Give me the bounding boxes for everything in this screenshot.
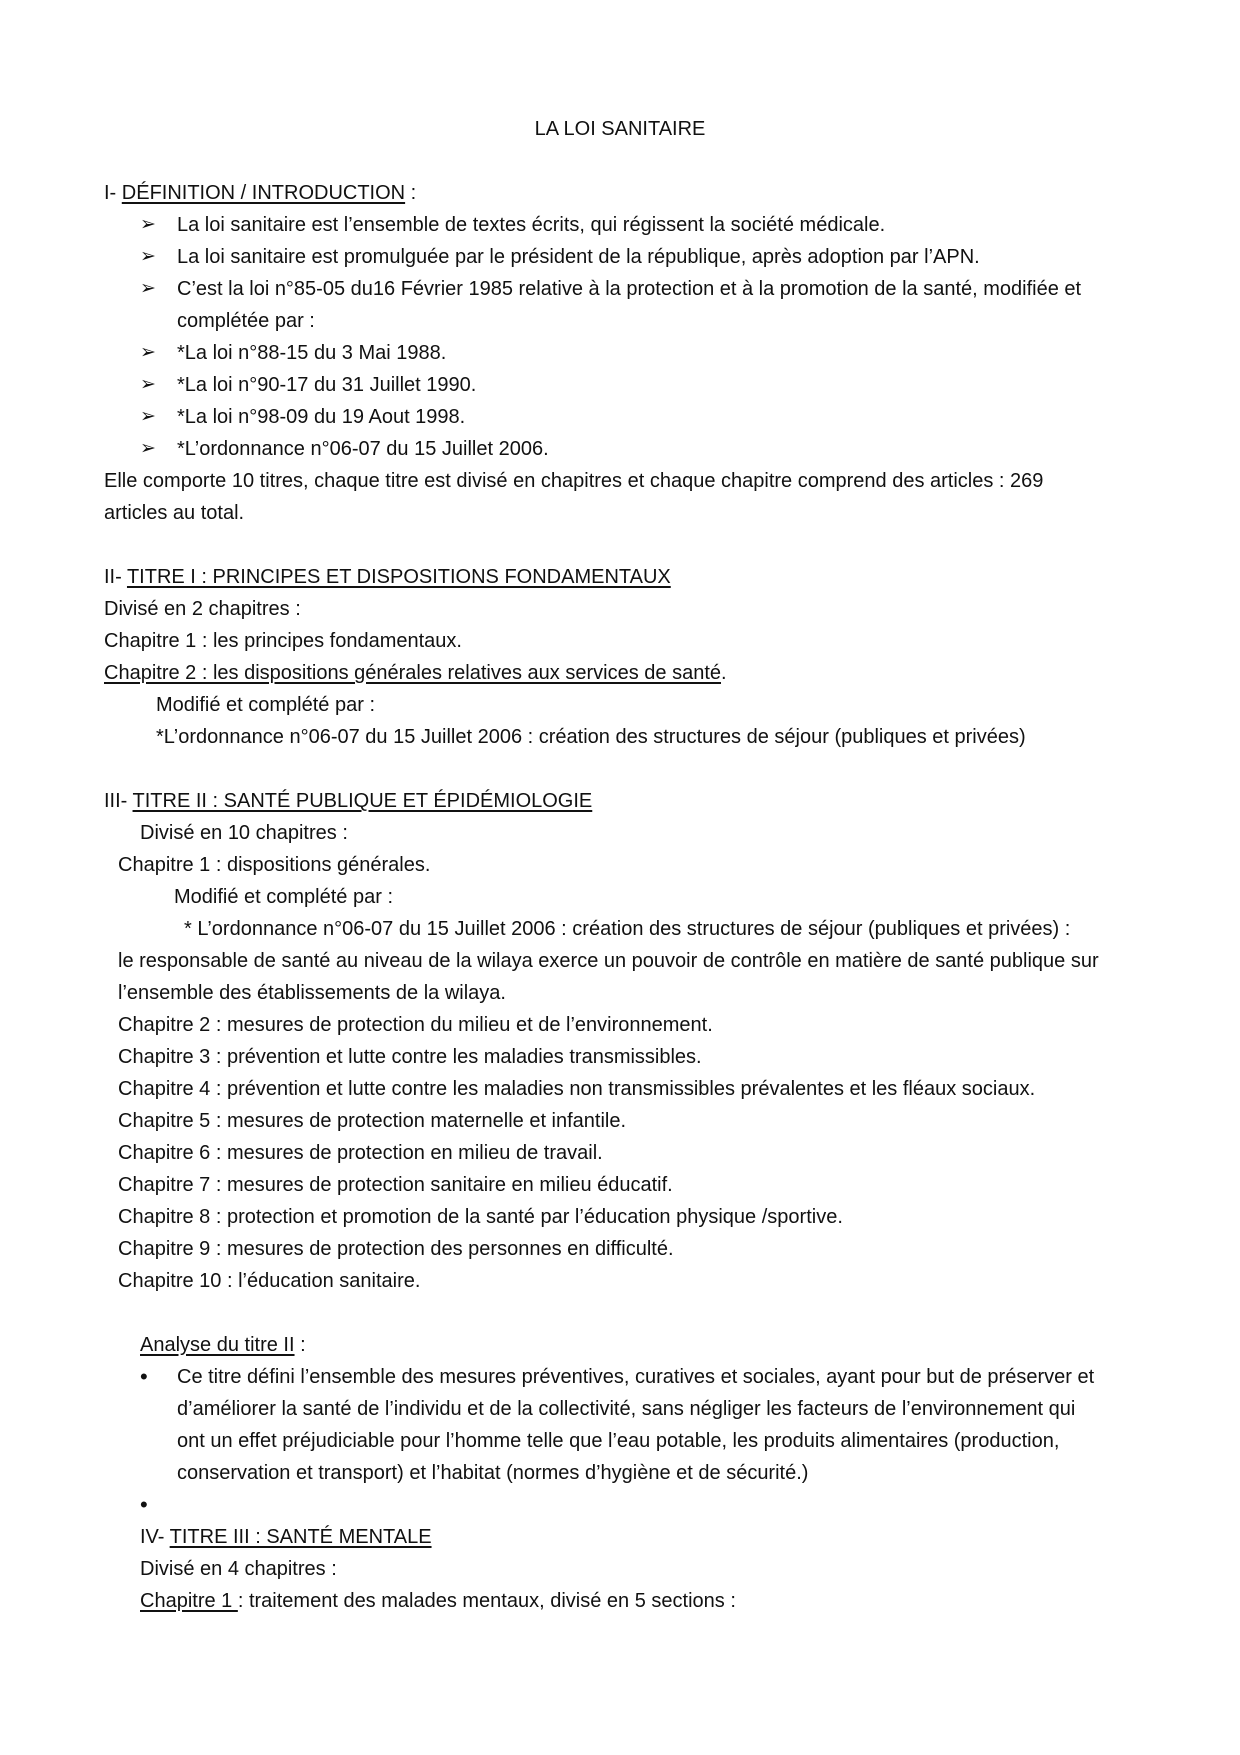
intro-paragraph-continuation: articles au total. — [104, 502, 245, 524]
arrow-bullet-icon: ➢ — [140, 246, 156, 267]
analysis-text: conservation et transport) et l’habitat (normes d’hygiène et de sécurité.) — [177, 1462, 809, 1484]
intro-item: *La loi n°90-17 du 31 Juillet 1990. — [177, 374, 477, 396]
modification-note: Modifié et complété par : — [174, 886, 393, 908]
arrow-bullet-icon: ➢ — [140, 214, 156, 235]
chapter-line: Chapitre 10 : l’éducation sanitaire. — [118, 1270, 421, 1292]
chapter-count: Divisé en 10 chapitres : — [140, 822, 348, 844]
section-4-heading — [140, 1524, 432, 1550]
chapter-line: Chapitre 5 : mesures de protection maternelle et infantile. — [118, 1110, 627, 1132]
section-title: TITRE III : SANTÉ MENTALE — [169, 1526, 432, 1548]
bullet-dot-icon: • — [140, 1492, 148, 1517]
intro-item: La loi sanitaire est l’ensemble de textes écrits, qui régissent la société médicale. — [177, 214, 886, 236]
section-title: TITRE II : SANTÉ PUBLIQUE ET ÉPIDÉMIOLOGIE — [132, 790, 593, 812]
document-title: LA LOI SANITAIRE — [534, 118, 706, 140]
chapter-line: Chapitre 1 : dispositions générales. — [118, 854, 431, 876]
analysis-heading — [140, 1332, 306, 1358]
intro-item: *L’ordonnance n°06-07 du 15 Juillet 2006. — [177, 438, 549, 460]
modification-note: Modifié et complété par : — [156, 694, 375, 716]
section-title: TITRE I : PRINCIPES ET DISPOSITIONS FONDAMENTAUX — [126, 566, 671, 588]
chapter-line: Chapitre 1 : les principes fondamentaux. — [104, 630, 462, 652]
ordinance-line: *L’ordonnance n°06-07 du 15 Juillet 2006 : création des structures de séjour (publiques et privées) — [156, 726, 1026, 748]
chapter-description: : traitement des malades mentaux, divisé en 5 sections : — [237, 1590, 736, 1612]
chapter-line: Chapitre 9 : mesures de protection des personnes en difficulté. — [118, 1238, 674, 1260]
arrow-bullet-icon: ➢ — [140, 278, 156, 299]
section-3-heading — [104, 788, 592, 814]
section-number: I- — [104, 182, 122, 204]
chapter-title: Chapitre 1 — [140, 1590, 238, 1612]
chapter-line: Chapitre 8 : protection et promotion de la santé par l’éducation physique /sportive. — [118, 1206, 843, 1228]
analysis-title: Analyse du titre II — [140, 1334, 295, 1356]
analysis-colon: : — [294, 1334, 306, 1356]
ordinance-continuation: l’ensemble des établissements de la wilaya. — [118, 982, 506, 1004]
intro-item: C’est la loi n°85-05 du16 Février 1985 relative à la protection et à la promotion de la santé, modifiée et — [177, 278, 1082, 300]
section-title: DÉFINITION / INTRODUCTION — [121, 182, 406, 204]
arrow-bullet-icon: ➢ — [140, 438, 156, 459]
chapter-line: Chapitre 3 : prévention et lutte contre les maladies transmissibles. — [118, 1046, 702, 1068]
arrow-bullet-icon: ➢ — [140, 342, 156, 363]
chapter-line — [104, 660, 727, 686]
chapter-line — [140, 1588, 736, 1614]
arrow-bullet-icon: ➢ — [140, 406, 156, 427]
intro-item: *La loi n°88-15 du 3 Mai 1988. — [177, 342, 447, 364]
intro-item-continuation: complétée par : — [177, 310, 315, 332]
analysis-text: Ce titre défini l’ensemble des mesures préventives, curatives et sociales, ayant pour but de préserver et — [177, 1366, 1095, 1388]
section-2-heading — [104, 564, 671, 590]
chapter-title: Chapitre 2 : les dispositions générales relatives aux services de santé — [104, 662, 721, 684]
intro-paragraph: Elle comporte 10 titres, chaque titre est divisé en chapitres et chaque chapitre comprend des articles : 269 — [104, 470, 1044, 492]
section-number: III- — [104, 790, 133, 812]
bullet-dot-icon: • — [140, 1364, 148, 1389]
chapter-count: Divisé en 4 chapitres : — [140, 1558, 337, 1580]
section-1-heading — [104, 180, 416, 206]
intro-item: *La loi n°98-09 du 19 Aout 1998. — [177, 406, 466, 428]
chapter-line: Chapitre 4 : prévention et lutte contre les maladies non transmissibles prévalentes et les fléaux sociaux. — [118, 1078, 1036, 1100]
section-number: IV- — [140, 1526, 170, 1548]
chapter-line: Chapitre 2 : mesures de protection du milieu et de l’environnement. — [118, 1014, 713, 1036]
analysis-text: ont un effet préjudiciable pour l’homme telle que l’eau potable, les produits alimentaires (production, — [177, 1430, 1060, 1452]
ordinance-line: * L’ordonnance n°06-07 du 15 Juillet 2006 : création des structures de séjour (publiques et privées) : — [184, 918, 1071, 940]
section-colon: : — [405, 182, 417, 204]
arrow-bullet-icon: ➢ — [140, 374, 156, 395]
chapter-line: Chapitre 6 : mesures de protection en milieu de travail. — [118, 1142, 603, 1164]
chapter-period: . — [721, 662, 727, 684]
section-number: II- — [104, 566, 127, 588]
ordinance-continuation: le responsable de santé au niveau de la wilaya exerce un pouvoir de contrôle en matière de santé publique sur — [118, 950, 1099, 972]
chapter-line: Chapitre 7 : mesures de protection sanitaire en milieu éducatif. — [118, 1174, 673, 1196]
intro-item: La loi sanitaire est promulguée par le président de la république, après adoption par l’APN. — [177, 246, 980, 268]
chapter-count: Divisé en 2 chapitres : — [104, 598, 301, 620]
analysis-text: d’améliorer la santé de l’individu et de la collectivité, sans négliger les facteurs de l’environnement qui — [177, 1398, 1076, 1420]
